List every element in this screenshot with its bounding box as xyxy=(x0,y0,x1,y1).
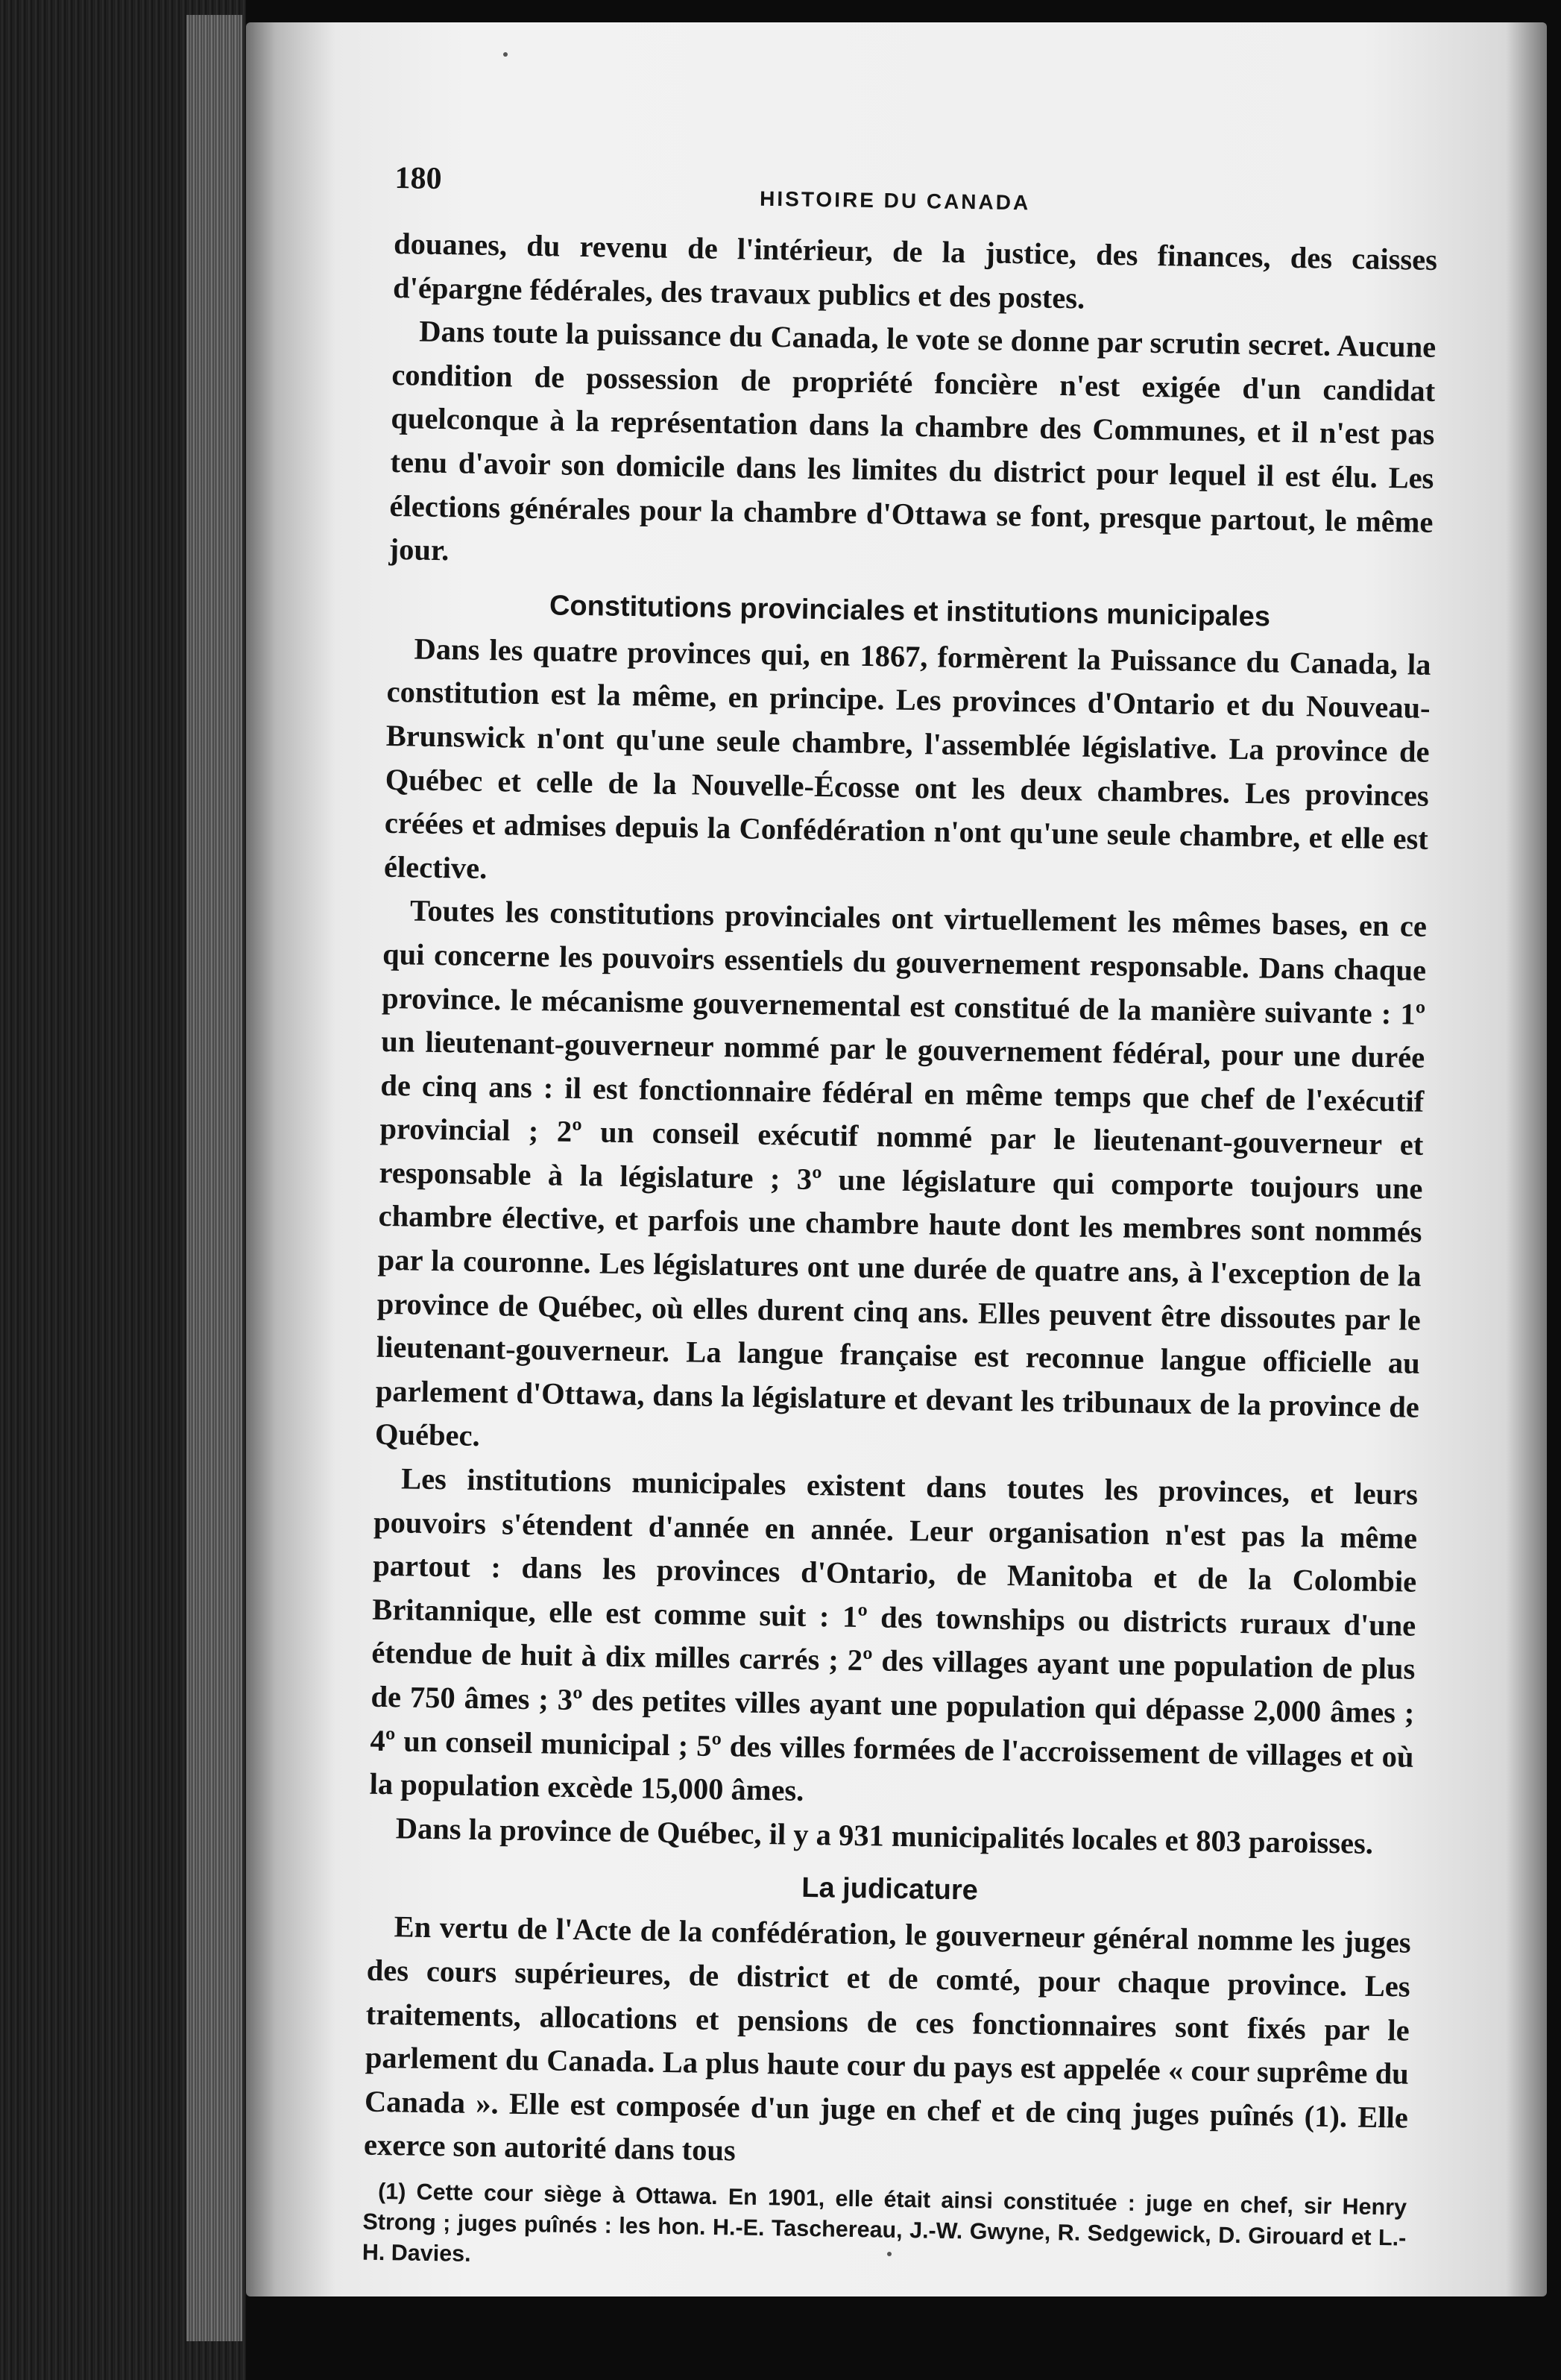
paragraph-judicature: En vertu de l'Acte de la confédération, le gouverneur général nomme les juges des cours supérieures, de district et de comté, pour chaque province. Les traitements, allocations et pensions de ces fonctionnaires sont fixés par le parlement du Canada. La plus haute cour du pays est appelée « cour suprême du Canada ». Elle est composée d'un juge en chef et de cinq juges puînés (1). Elle exerce son autorité dans tous xyxy=(363,1910,1411,2168)
paragraph-municipal: Les institutions municipales existent dans toutes les provinces, et leurs pouvoirs s'étendent d'année en année. Leur organisation n'est pas la même partout : dans les provinces d'Ontario, de Manitoba et de la Colombie Britannique, elle est comme suit : 1º des townships ou districts ruraux d'une étendue de huit à dix milles carrés ; 2º des villages ayant une population de plus de 750 âmes ; 3º des petites villes ayant une population qui dépasse 2,000 âmes ; 4º un conseil municipal ; 5º des villes formées de l'accroissement de villages et où la population excède 15,000 âmes. xyxy=(369,1461,1419,1808)
page-number: 180 xyxy=(394,160,442,196)
section-heading-judicature: La judicature xyxy=(801,1872,979,1907)
running-title: HISTOIRE DU CANADA xyxy=(759,186,1031,215)
paragraph-provinces: Dans les quatre provinces qui, en 1867, formèrent la Puissance du Canada, la constitution est la même, en principe. Les provinces d'Ontario et du Nouveau-Brunswick n'ont qu'une seule chambre, l'assemblée législative. La province de Québec et celle de la Nouvelle-Écosse ont les deux chambres. Les provinces créées et admises depuis la Confédération n'ont qu'une seule chambre, et elle est élective. xyxy=(383,632,1431,885)
dust-speck xyxy=(503,52,508,57)
paragraph-quebec-municipalities: Dans la province de Québec, il y a 931 municipalités locales et 803 paroisses. xyxy=(395,1811,1374,1860)
footnote: (1) Cette cour siège à Ottawa. En 1901, elle était ainsi constituée : juge en chef, sir Henry Strong ; juges puînés : les hon. H.-E. Taschereau, J.-W. Gwyne, R. Sedgewick, D. Girouard et L.-H. Davies. xyxy=(362,2178,1407,2267)
page-stack-edges xyxy=(186,15,242,2341)
section-heading-constitutions: Constitutions provinciales et institutions municipales xyxy=(549,590,1271,633)
page-text xyxy=(362,157,1439,2285)
book-binding-edge xyxy=(0,0,246,2380)
printed-page xyxy=(246,22,1547,2296)
paragraph-constitutions: Toutes les constitutions provinciales ont virtuellement les mêmes bases, en ce qui concerne les pouvoirs essentiels du gouvernement responsable. Dans chaque province. le mécanisme gouvernemental est constitué de la manière suivante : 1º un lieutenant-gouverneur nommé par le gouvernement fédéral, pour une durée de cinq ans : il est fonctionnaire fédéral en même temps que chef de l'exécutif provincial ; 2º un conseil exécutif nommé par le lieutenant-gouverneur et responsable à la législature ; 3º une législature qui comporte toujours une chambre élective, et parfois une chambre haute dont les membres sont nommés par la couronne. Les législatures ont une durée de quatre ans, à l'exception de la province de Québec, où elles durent cinq ans. Elles peuvent être dissoutes par le lieutenant-gouverneur. La langue française est reconnue langue officielle au parlement d'Ottawa, dans la législature et devant les tribunaux de la province de Québec. xyxy=(374,893,1428,1453)
paragraph-vote: Dans toute la puissance du Canada, le vote se donne par scrutin secret. Aucune condition de possession de propriété foncière n'est exigée d'un candidat quelconque à la représentation dans la chambre des Communes, et il n'est pas tenu d'avoir son domicile dans les limites du district pour lequel il est élu. Les élections générales pour la chambre d'Ottawa se font, presque partout, le même jour. xyxy=(388,314,1437,567)
page-header xyxy=(394,157,1439,233)
paragraph-continued: douanes, du revenu de l'intérieur, de la justice, des finances, des caisses d'épargne fédérales, des travaux publics et des postes. xyxy=(392,226,1438,315)
